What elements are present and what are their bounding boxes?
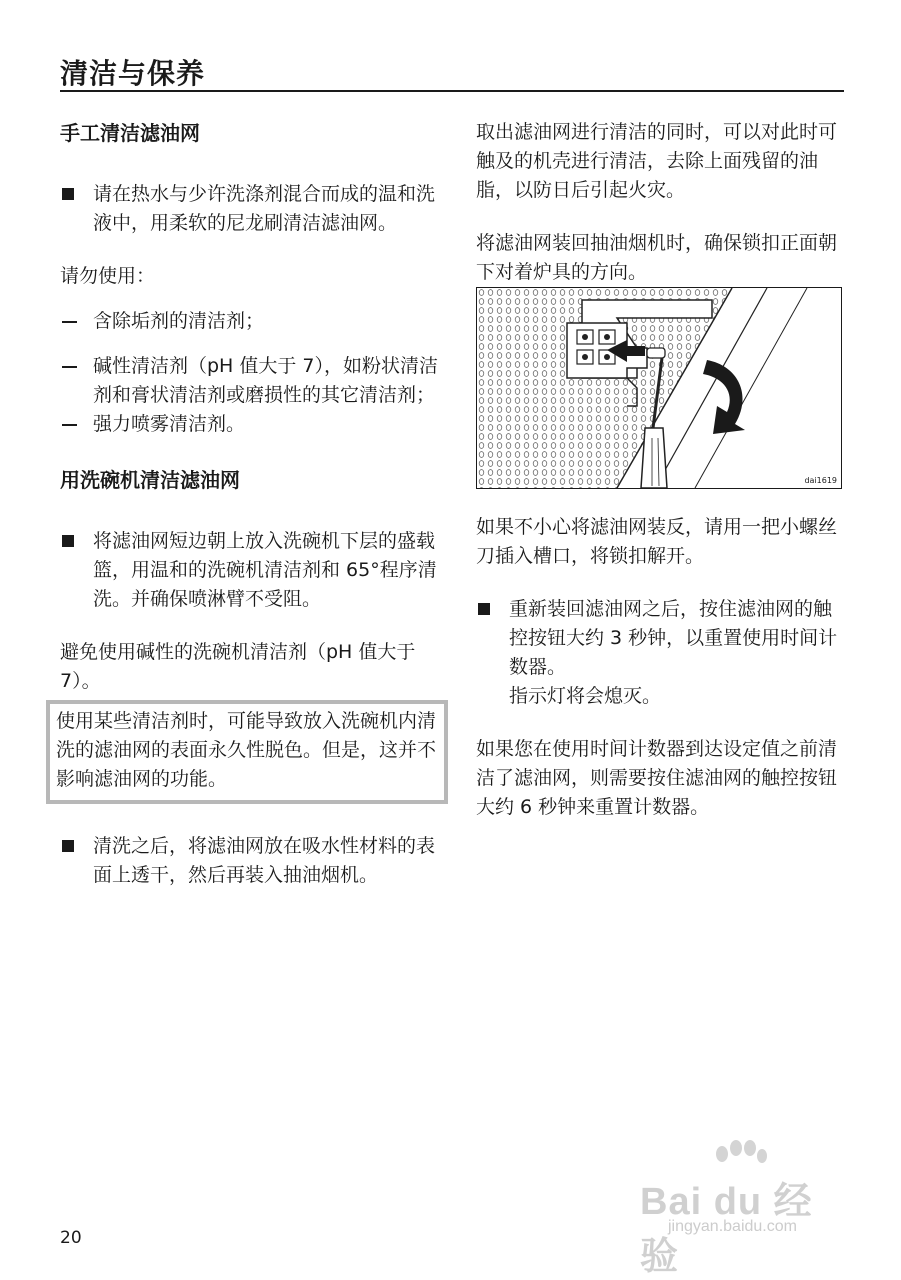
para-refit-filter: 将滤油网装回抽油烟机时，确保锁扣正面朝下对着炉具的方向。: [476, 232, 838, 283]
para-early-reset: 如果您在使用时间计数器到达设定值之前清洁了滤油网，则需要按住滤油网的触控按钮大约 6 秒钟来重置计数器。: [476, 738, 838, 818]
page-title: 清洁与保养: [60, 57, 206, 90]
avoid-alkaline-text: 避免使用碱性的洗碗机清洁剂（pH 值大于 7）。: [60, 641, 416, 692]
bullet-reset-timer: [476, 595, 846, 711]
page-number: 20: [60, 1228, 82, 1248]
dash-item-spray: 强力喷雾清洁剂。: [60, 410, 442, 439]
title-divider: [60, 90, 844, 92]
do-not-use-label: 请勿使用：: [60, 265, 156, 287]
left-column: [56, 118, 442, 890]
baidu-watermark: [640, 1140, 850, 1278]
bullet-dishwasher: 将滤油网短边朝上放入洗碗机下层的盛载篮，用温和的洗碗机清洁剂和 65°程序清洗。并确保喷淋臂不受阻。: [60, 527, 442, 614]
section-title-dishwasher: 用洗碗机清洁滤油网: [60, 468, 240, 492]
bullet-manual-wash: 请在热水与少许洗涤剂混合而成的温和洗液中，用柔软的尼龙刷清洁滤油网。: [60, 180, 442, 238]
figure-label: dai1619: [804, 476, 837, 485]
section-title-manual-cleaning: 手工清洁滤油网: [60, 121, 200, 145]
dash-item-descaler: 含除垢剂的清洁剂；: [60, 307, 442, 336]
dash-item-alkaline: 碱性清洁剂（pH 值大于 7），如粉状清洁剂和膏状清洁剂或磨损性的其它清洁剂；: [60, 352, 442, 410]
filter-latch-illustration: [476, 287, 842, 489]
bullet-drying: 清洗之后，将滤油网放在吸水性材料的表面上透干，然后再装入抽油烟机。: [60, 832, 442, 890]
reset-instruction: 重新装回滤油网之后，按住滤油网的触控按钮大约 3 秒钟，以重置使用时间计数器。: [509, 598, 838, 678]
para-clean-housing: 取出滤油网进行清洁的同时，可以对此时可触及的机壳进行清洁，去除上面残留的油脂，以防日后引起火灾。: [476, 121, 838, 201]
note-text: 使用某些清洁剂时，可能导致放入洗碗机内清洗的滤油网的表面永久性脱色。但是，这并不影响滤油网的功能。: [56, 710, 437, 790]
note-box: [46, 700, 448, 804]
watermark-url: jingyan.baidu.com: [668, 1218, 797, 1235]
right-column: [476, 118, 846, 822]
watermark-brand: Bai du 经验: [640, 1181, 813, 1278]
para-reversed-filter: 如果不小心将滤油网装反，请用一把小螺丝刀插入槽口，将锁扣解开。: [476, 516, 838, 567]
illustration-svg: [477, 288, 841, 488]
screwdriver-handle: [641, 428, 667, 488]
indicator-off-text: 指示灯将会熄灭。: [509, 685, 662, 707]
